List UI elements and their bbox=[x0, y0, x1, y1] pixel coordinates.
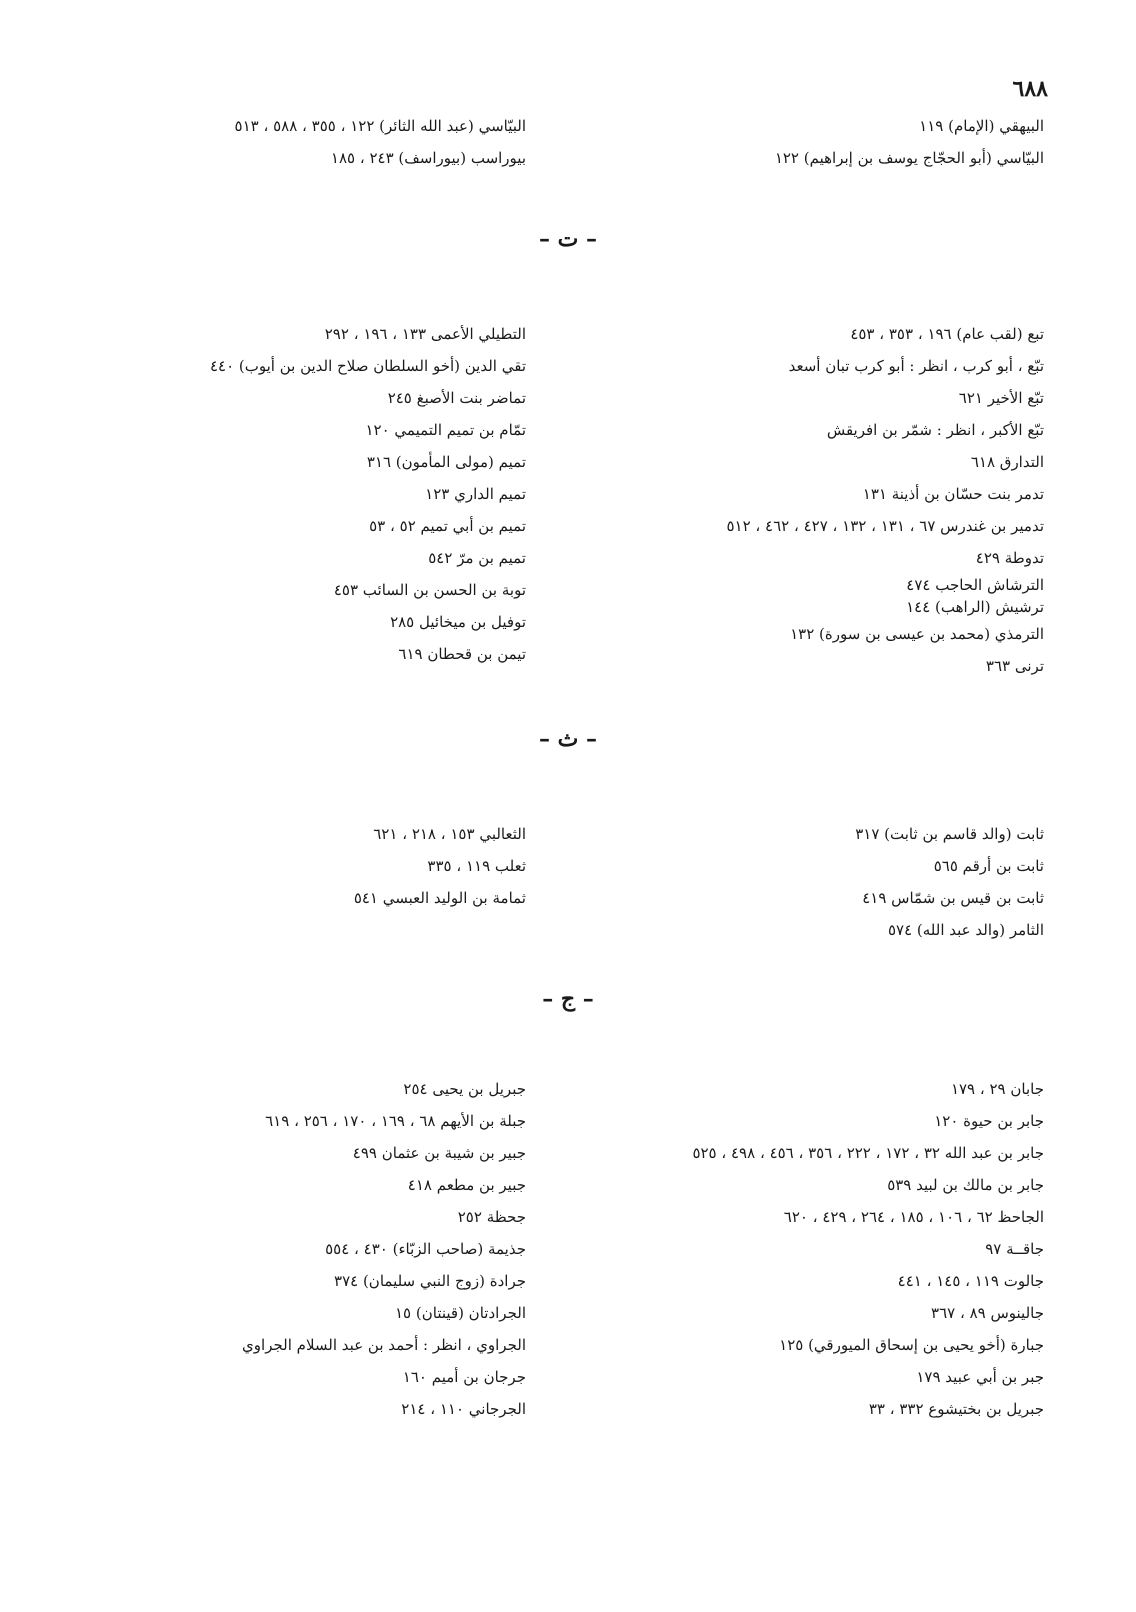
section-heading-tha: – ث – bbox=[538, 726, 598, 752]
index-entry: جالوت ١١٩ ، ١٤٥ ، ٤٤١ bbox=[897, 1272, 1044, 1290]
index-entry: جبر بن أبي عبيد ١٧٩ bbox=[916, 1368, 1044, 1386]
index-entry: جابر بن حيوة ١٢٠ bbox=[934, 1112, 1044, 1130]
index-entry: ثابت بن قيس بن شمّاس ٤١٩ bbox=[862, 889, 1044, 907]
index-entry: تيمن بن قحطان ٦١٩ bbox=[398, 645, 526, 663]
section-heading-jim: – ج – bbox=[542, 986, 594, 1012]
index-entry: جالينوس ٨٩ ، ٣٦٧ bbox=[931, 1304, 1044, 1322]
left-column bbox=[56, 1073, 526, 1425]
index-entry: جذيمة (صاحب الزبّاء) ٤٣٠ ، ٥٥٤ bbox=[325, 1240, 526, 1258]
index-entry: الجرجاني ١١٠ ، ٢١٤ bbox=[401, 1400, 526, 1418]
index-entry: تميم الداري ١٢٣ bbox=[425, 485, 526, 503]
index-entry: تبع (لقب عام) ١٩٦ ، ٣٥٣ ، ٤٥٣ bbox=[850, 325, 1044, 343]
index-entry: الثامر (والد عبد الله) ٥٧٤ bbox=[887, 921, 1044, 939]
index-entry: الترشاش الحاجب ٤٧٤ bbox=[906, 576, 1044, 594]
index-entry: تميم (مولى المأمون) ٣١٦ bbox=[366, 453, 526, 471]
index-entry: ثعلب ١١٩ ، ٣٣٥ bbox=[427, 857, 526, 875]
left-column bbox=[56, 818, 526, 914]
index-entry: تدوطة ٤٢٩ bbox=[975, 549, 1044, 567]
index-entry: ترنى ٣٦٣ bbox=[985, 657, 1044, 675]
index-entry: جابر بن عبد الله ٣٢ ، ١٧٢ ، ٢٢٢ ، ٣٥٦ ، ٤٥٦ ، ٤٩٨ ، ٥٢٥ bbox=[692, 1144, 1044, 1162]
index-entry: جابر بن مالك بن لبيد ٥٣٩ bbox=[887, 1176, 1044, 1194]
index-entry: جبلة بن الأيهم ٦٨ ، ١٦٩ ، ١٧٠ ، ٢٥٦ ، ٦١٩ bbox=[265, 1112, 526, 1130]
index-entry: جحظة ٢٥٢ bbox=[457, 1208, 526, 1226]
index-entry: تقي الدين (أخو السلطان صلاح الدين بن أيوب) ٤٤٠ bbox=[209, 357, 526, 375]
index-entry: التدارق ٦١٨ bbox=[970, 453, 1044, 471]
index-entry: الجراوي ، انظر : أحمد بن عبد السلام الجراوي bbox=[242, 1336, 526, 1354]
index-entry: تدمر بنت حسّان بن أذينة ١٣١ bbox=[862, 485, 1044, 503]
section-heading-ta: – ت – bbox=[538, 226, 598, 252]
index-entry: ثابت بن أرقم ٥٦٥ bbox=[933, 857, 1044, 875]
index-entry: الجاحظ ٦٢ ، ١٠٦ ، ١٨٥ ، ٢٦٤ ، ٤٢٩ ، ٦٢٠ bbox=[783, 1208, 1044, 1226]
index-entry: البيهقي (الإمام) ١١٩ bbox=[919, 117, 1044, 135]
index-entry: تميم بن أبي تميم ٥٢ ، ٥٣ bbox=[369, 517, 526, 535]
left-column bbox=[56, 110, 526, 174]
index-entry: تماضر بنت الأصبغ ٢٤٥ bbox=[387, 389, 526, 407]
index-entry: تبّع ، أبو كرب ، انظر : أبو كرب تبان أسعد bbox=[788, 357, 1044, 375]
index-entry: جبير بن مطعم ٤١٨ bbox=[407, 1176, 526, 1194]
index-entry: البيّاسي (أبو الحجّاج يوسف بن إبراهيم) ١٢٢ bbox=[774, 149, 1044, 167]
index-entry: جبير بن شيبة بن عثمان ٤٩٩ bbox=[352, 1144, 526, 1162]
right-column bbox=[574, 110, 1044, 174]
index-entry: البيّاسي (عبد الله الثائر) ١٢٢ ، ٣٥٥ ، ٥٨٨ ، ٥١٣ bbox=[234, 117, 526, 135]
right-column bbox=[574, 318, 1044, 682]
index-entry: جاقــة ٩٧ bbox=[985, 1240, 1044, 1258]
page-number: ٦٨٨ bbox=[1012, 76, 1048, 102]
index-entry: ثمامة بن الوليد العبسي ٥٤١ bbox=[353, 889, 526, 907]
index-entry: جبريل بن يحيى ٢٥٤ bbox=[403, 1080, 526, 1098]
index-entry: تمّام بن تميم التميمي ١٢٠ bbox=[365, 421, 526, 439]
index-entry: الثعالبي ١٥٣ ، ٢١٨ ، ٦٢١ bbox=[373, 825, 526, 843]
index-entry: ثابت (والد قاسم بن ثابت) ٣١٧ bbox=[855, 825, 1044, 843]
index-entry: ترشيش (الراهب) ١٤٤ bbox=[906, 598, 1044, 616]
index-entry: التطيلي الأعمى ١٣٣ ، ١٩٦ ، ٢٩٢ bbox=[324, 325, 526, 343]
index-entry: تبّع الأخير ٦٢١ bbox=[958, 389, 1044, 407]
index-entry: تميم بن مرّ ٥٤٢ bbox=[428, 549, 526, 567]
index-entry: جبارة (أخو يحيى بن إسحاق الميورقي) ١٢٥ bbox=[779, 1336, 1044, 1354]
index-entry: جابان ٢٩ ، ١٧٩ bbox=[950, 1080, 1044, 1098]
index-entry: تبّع الأكبر ، انظر : شمّر بن افريقش bbox=[826, 421, 1044, 439]
right-column bbox=[574, 1073, 1044, 1425]
index-entry: بيوراسب (بيوراسف) ٢٤٣ ، ١٨٥ bbox=[330, 149, 526, 167]
index-entry: تدمير بن غندرس ٦٧ ، ١٣١ ، ١٣٢ ، ٤٢٧ ، ٤٦٢ ، ٥١٢ bbox=[726, 517, 1044, 535]
index-entry: الترمذي (محمد بن عيسى بن سورة) ١٣٢ bbox=[790, 625, 1044, 643]
right-column bbox=[574, 818, 1044, 946]
index-entry: جبريل بن بختيشوع ٣٣٢ ، ٣٣ bbox=[868, 1400, 1044, 1418]
index-entry: جرجان بن أميم ١٦٠ bbox=[402, 1368, 526, 1386]
left-column bbox=[56, 318, 526, 670]
index-entry: جرادة (زوج النبي سليمان) ٣٧٤ bbox=[334, 1272, 526, 1290]
index-entry: توبة بن الحسن بن السائب ٤٥٣ bbox=[333, 581, 526, 599]
index-entry: الجرادتان (قينتان) ١٥ bbox=[394, 1304, 526, 1322]
index-entry: توفيل بن ميخائيل ٢٨٥ bbox=[390, 613, 526, 631]
